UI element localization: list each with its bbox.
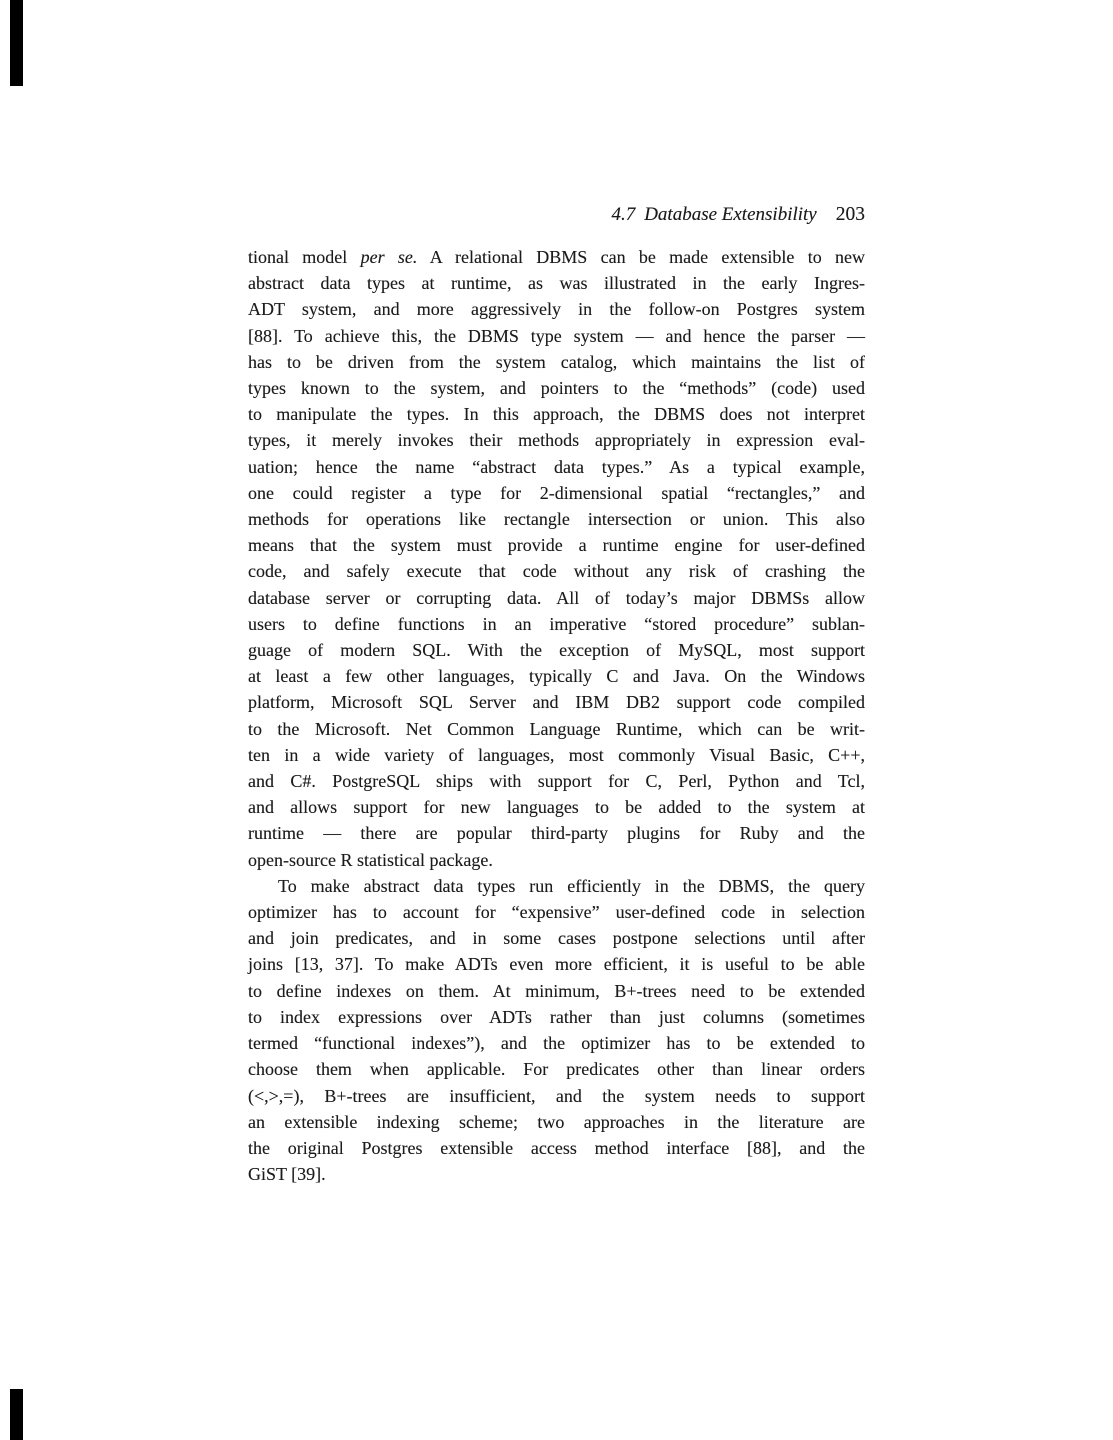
text-line: to manipulate the types. In this approach, the DBMS does not interpret (248, 404, 865, 425)
paragraph-1 (248, 244, 865, 873)
text-line: types known to the system, and pointers to the “methods” (code) used (248, 378, 865, 399)
text-line: [88]. To achieve this, the DBMS type system — and hence the parser — (248, 325, 865, 346)
text-line: guage of modern SQL. With the exception of MySQL, most support (248, 640, 865, 661)
text-line: an extensible indexing scheme; two approaches in the literature are (248, 1111, 865, 1132)
paragraph-2 (248, 873, 865, 1187)
text-line: database server or corrupting data. All of today’s major DBMSs allow (248, 587, 865, 608)
text-line: to index expressions over ADTs rather than just columns (sometimes (248, 1006, 865, 1027)
text-line: runtime — there are popular third-party plugins for Ruby and the (248, 823, 865, 844)
text-line: and join predicates, and in some cases postpone selections until after (248, 928, 865, 949)
text-line: to define indexes on them. At minimum, B+-trees need to be extended (248, 980, 865, 1001)
text-line: optimizer has to account for “expensive” user-defined code in selection (248, 902, 865, 923)
text-line: ten in a wide variety of languages, most commonly Visual Basic, C++, (248, 744, 865, 765)
text-line: code, and safely execute that code without any risk of crashing the (248, 561, 865, 582)
text-line: termed “functional indexes”), and the optimizer has to be extended to (248, 1033, 865, 1054)
text-line: has to be driven from the system catalog, which maintains the list of (248, 351, 865, 372)
text-line: abstract data types at runtime, as was illustrated in the early Ingres- (248, 273, 865, 294)
text-line: joins [13, 37]. To make ADTs even more efficient, it is useful to be able (248, 954, 865, 975)
text-line: choose them when applicable. For predicates other than linear orders (248, 1059, 865, 1080)
text-line: means that the system must provide a runtime engine for user-defined (248, 535, 865, 556)
scan-mark-bottom-left (10, 1389, 23, 1440)
text-line: (<,>,=), B+-trees are insufficient, and the system needs to support (248, 1085, 865, 1106)
text-line: methods for operations like rectangle intersection or union. This also (248, 509, 865, 530)
page-number: 203 (835, 204, 865, 225)
text-line: at least a few other languages, typically C and Java. On the Windows (248, 666, 865, 687)
text-line: users to define functions in an imperative “stored procedure” sublan- (248, 613, 865, 634)
text-line: and C#. PostgreSQL ships with support for C, Perl, Python and Tcl, (248, 771, 865, 792)
section-title: Database Extensibility (644, 204, 817, 225)
text-line: open-source R statistical package. (248, 849, 493, 870)
body-text (248, 244, 865, 1187)
text-line: platform, Microsoft SQL Server and IBM DB2 support code compiled (248, 692, 865, 713)
text-line: To make abstract data types run efficiently in the DBMS, the query (278, 875, 865, 896)
text-line: to the Microsoft. Net Common Language Runtime, which can be writ- (248, 718, 865, 739)
text-line: the original Postgres extensible access method interface [88], and the (248, 1137, 865, 1158)
text-line: one could register a type for 2-dimensional spatial “rectangles,” and (248, 482, 865, 503)
text-line: tional model per se. A relational DBMS can be made extensible to new (248, 247, 865, 267)
section-heading (611, 204, 816, 225)
text-line: and allows support for new languages to be added to the system at (248, 797, 865, 818)
text-line: GiST [39]. (248, 1164, 326, 1185)
scan-mark-top-left (10, 0, 23, 86)
text-line: uation; hence the name “abstract data types.” As a typical example, (248, 456, 865, 477)
running-header (248, 203, 865, 227)
text-line: types, it merely invokes their methods appropriately in expression eval- (248, 430, 865, 451)
section-number: 4.7 (611, 204, 636, 225)
text-line: ADT system, and more aggressively in the follow-on Postgres system (248, 299, 865, 320)
